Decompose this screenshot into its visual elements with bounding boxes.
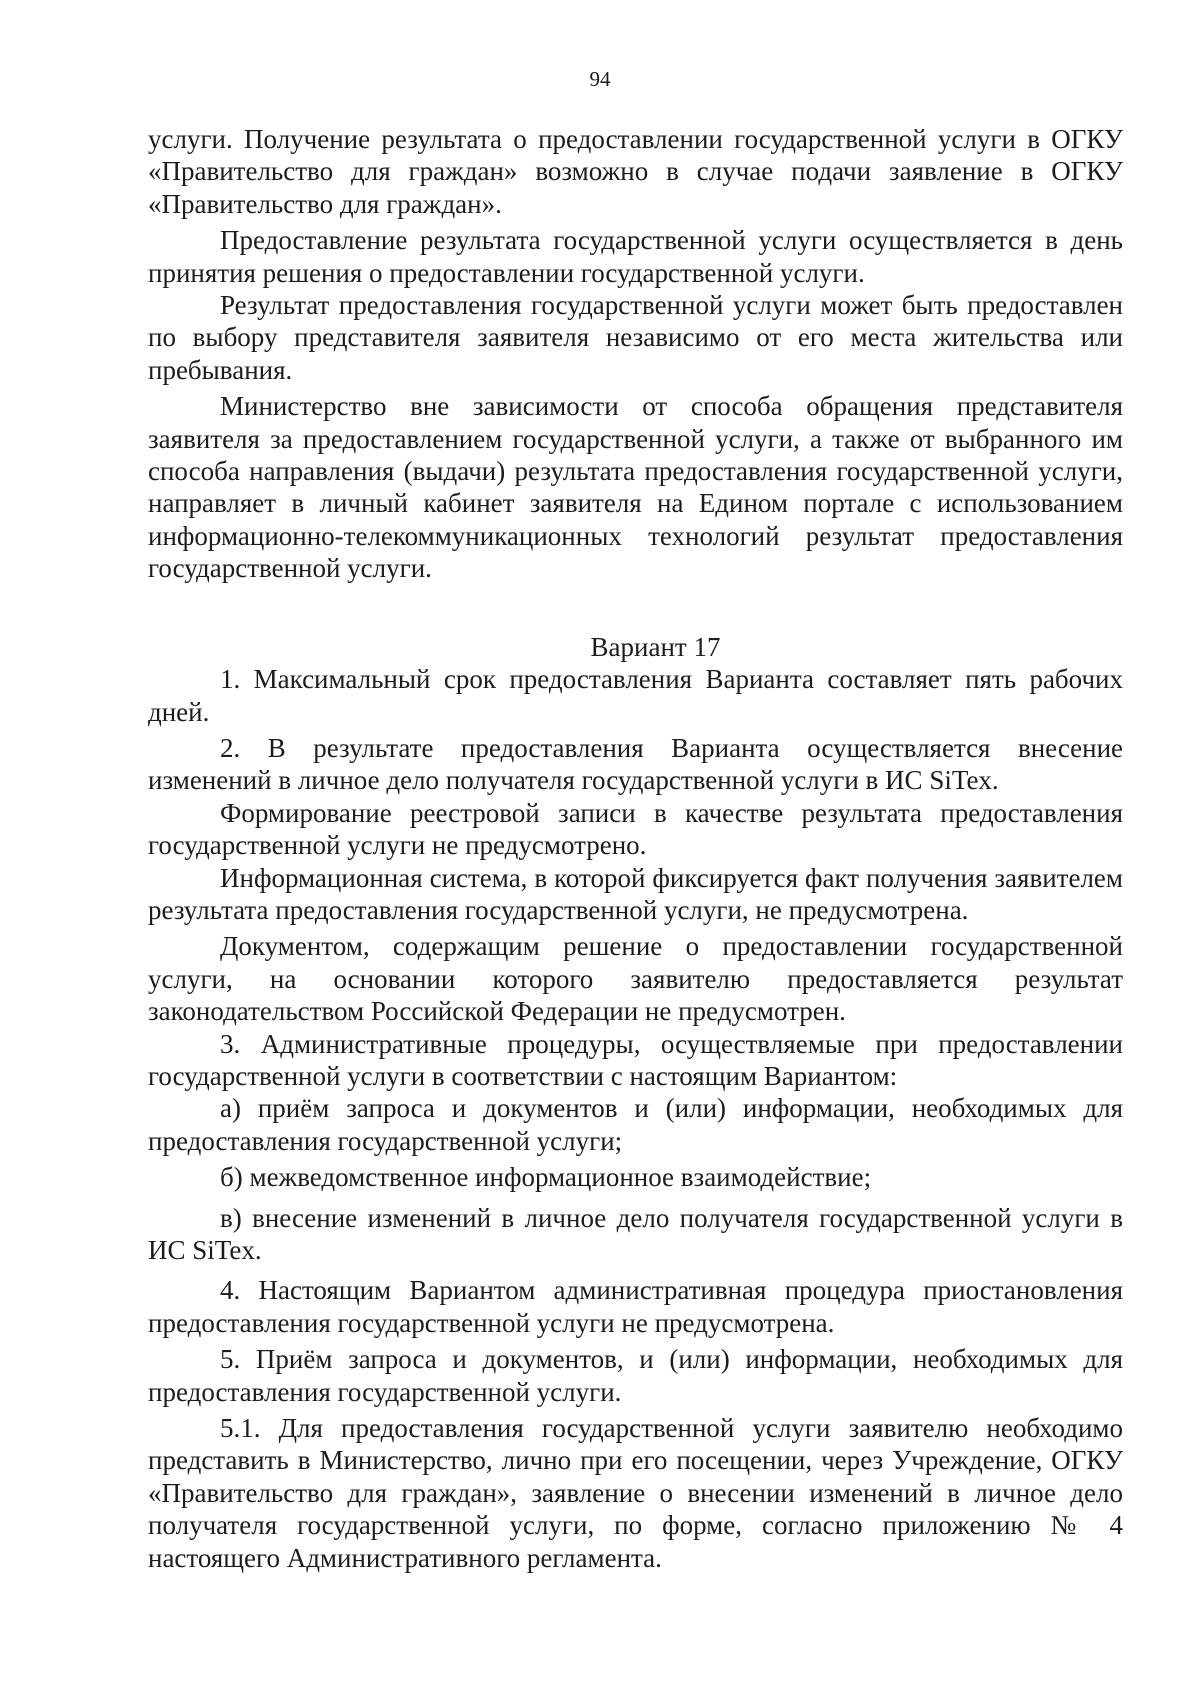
paragraph-decision-document: Документом, содержащим решение о предоставлении государственной услуги, на основании которого заявителю предоставляется результат законодательством Российской Федерации не предусмотрен. xyxy=(148,931,1123,1027)
paragraph-item-2: 2. В результате предоставления Варианта осуществляется внесение изменений в личное дело получателя государственной услуги в ИС SiTex. xyxy=(148,732,1123,796)
paragraph-result-delivery-day: Предоставление результата государственной услуги осуществляется в день принятия решения о предоставлении государственной услуги. xyxy=(148,225,1123,288)
paragraph-information-system: Информационная система, в которой фиксируется факт получения заявителем результата предоставления государственной услуги, не предусмотрена. xyxy=(148,862,1123,925)
paragraph-subitem-a: а) приём запроса и документов и (или) информации, необходимых для предоставления государственной услуги; xyxy=(148,1093,1123,1156)
paragraph-item-4: 4. Настоящим Вариантом административная процедура приостановления предоставления государственной услуги не предусмотрена. xyxy=(148,1275,1123,1338)
paragraph-subitem-v: в) внесение изменений в личное дело получателя государственной услуги в ИС SiTex. xyxy=(148,1202,1123,1265)
paragraph-registry-record: Формирование реестровой записи в качестве результата предоставления государственной услуги не предусмотрено. xyxy=(148,797,1123,861)
paragraph-ministry-cabinet: Министерство вне зависимости от способа обращения представителя заявителя за предоставлением государственной услуги, а также от выбранного им способа направления (выдачи) результата предоставления государственной услуги, направляет в личный кабинет заявителя на Едином портале с использованием информационно-телекоммуникационных технологий результат предоставления государственной услуги. xyxy=(148,391,1123,584)
paragraph-result-choice: Результат предоставления государственной услуги может быть предоставлен по выбору представителя заявителя независимо от его места жительства или пребывания. xyxy=(148,290,1123,385)
page-number: 94 xyxy=(589,67,611,91)
section-heading-variant-17: Вариант 17 xyxy=(590,631,721,662)
paragraph-item-5: 5. Приём запроса и документов, и (или) информации, необходимых для предоставления государственной услуги. xyxy=(148,1344,1123,1407)
paragraph-item-5-1: 5.1. Для предоставления государственной услуги заявителю необходимо представить в Министерство, лично при его посещении, через Учреждение, ОГКУ «Правительство для граждан», заявление о внесении изменений в личное дело получателя государственной услуги, по форме, согласно приложению № 4 настоящего Административного регламента. xyxy=(148,1413,1123,1573)
paragraph-item-3: 3. Административные процедуры, осуществляемые при предоставлении государственной услуги в соответствии с настоящим Вариантом: xyxy=(148,1028,1123,1091)
document-body xyxy=(148,123,1123,1574)
paragraph-item-1: 1. Максимальный срок предоставления Варианта составляет пять рабочих дней. xyxy=(148,664,1123,727)
paragraph-subitem-b: б) межведомственное информационное взаимодействие; xyxy=(220,1162,872,1193)
paragraph-result-receipt-continuation: услуги. Получение результата о предоставлении государственной услуги в ОГКУ «Правительство для граждан» возможно в случае подачи заявление в ОГКУ «Правительство для граждан». xyxy=(148,124,1123,219)
